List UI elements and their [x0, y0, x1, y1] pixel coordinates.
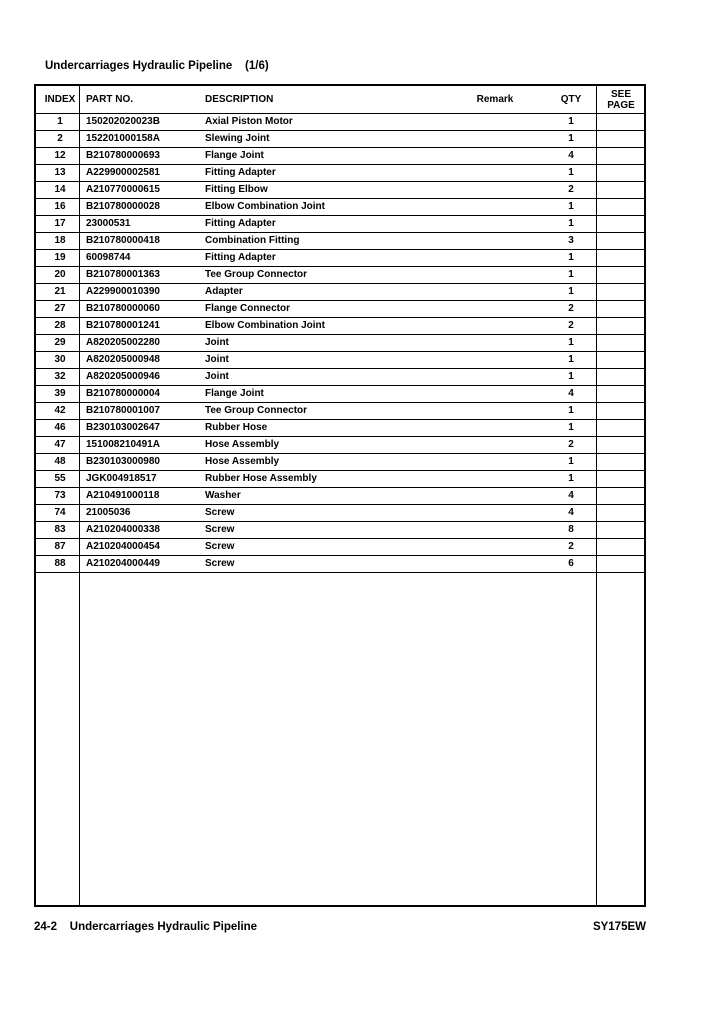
table-row: [36, 419, 644, 437]
row-part-no: A210204000454: [86, 541, 160, 552]
row-qty: 2: [568, 439, 574, 450]
row-qty: 1: [568, 456, 574, 467]
row-remark: [466, 470, 524, 487]
table-row: [36, 334, 644, 352]
table-row: [36, 453, 644, 471]
row-see-page: [598, 130, 644, 147]
row-part-no: 150202020023B: [86, 116, 160, 127]
header-remark: Remark: [476, 94, 514, 105]
row-qty: 1: [568, 337, 574, 348]
row-index: 2: [57, 133, 63, 144]
row-qty: 1: [568, 354, 574, 365]
row-part-no: B210780001007: [86, 405, 160, 416]
row-index: 83: [54, 524, 66, 535]
table-row: [36, 300, 644, 318]
row-qty: 8: [568, 524, 574, 535]
header-description: DESCRIPTION: [205, 94, 274, 105]
table-row: [36, 232, 644, 250]
table-row: [36, 504, 644, 522]
table-row: [36, 164, 644, 182]
row-description: Screw: [205, 507, 235, 518]
row-index: 42: [54, 405, 66, 416]
row-description: Joint: [205, 371, 229, 382]
row-index: 18: [54, 235, 66, 246]
row-see-page: [598, 266, 644, 283]
row-index: 29: [54, 337, 66, 348]
row-description: Slewing Joint: [205, 133, 270, 144]
row-qty: 1: [568, 218, 574, 229]
row-qty: 4: [568, 388, 574, 399]
row-remark: [466, 368, 524, 385]
row-part-no: 152201000158A: [86, 133, 160, 144]
row-part-no: 23000531: [86, 218, 131, 229]
table-header: [36, 86, 644, 114]
table-row: [36, 147, 644, 165]
row-see-page: [598, 215, 644, 232]
row-index: 13: [54, 167, 66, 178]
row-description: Adapter: [205, 286, 243, 297]
row-see-page: [598, 351, 644, 368]
row-qty: 1: [568, 167, 574, 178]
row-part-no: A229900002581: [86, 167, 160, 178]
table-row: [36, 113, 644, 131]
row-see-page: [598, 470, 644, 487]
row-index: 32: [54, 371, 66, 382]
row-part-no: A820205000948: [86, 354, 160, 365]
row-remark: [466, 249, 524, 266]
row-description: Elbow Combination Joint: [205, 201, 325, 212]
row-part-no: B210780000060: [86, 303, 160, 314]
row-part-no: B230103002647: [86, 422, 160, 433]
row-description: Tee Group Connector: [205, 269, 308, 280]
row-description: Rubber Hose: [205, 422, 268, 433]
table-row: [36, 436, 644, 454]
row-qty: 4: [568, 507, 574, 518]
row-description: Fitting Adapter: [205, 252, 276, 263]
row-see-page: [598, 317, 644, 334]
row-description: Joint: [205, 354, 229, 365]
table-row: [36, 249, 644, 267]
row-see-page: [598, 436, 644, 453]
row-part-no: B210780000418: [86, 235, 160, 246]
row-part-no: B230103000980: [86, 456, 160, 467]
table-row: [36, 130, 644, 148]
row-remark: [466, 181, 524, 198]
row-part-no: A210204000449: [86, 558, 160, 569]
row-see-page: [598, 232, 644, 249]
table-row: [36, 198, 644, 216]
row-qty: 1: [568, 252, 574, 263]
row-description: Elbow Combination Joint: [205, 320, 325, 331]
column-divider: [596, 86, 597, 905]
table-row: [36, 368, 644, 386]
row-see-page: [598, 402, 644, 419]
row-description: Joint: [205, 337, 229, 348]
header-see-page: SEE PAGE: [607, 88, 635, 111]
row-description: Fitting Adapter: [205, 218, 276, 229]
row-see-page: [598, 521, 644, 538]
row-see-page: [598, 300, 644, 317]
row-description: Rubber Hose Assembly: [205, 473, 317, 484]
row-remark: [466, 385, 524, 402]
row-index: 17: [54, 218, 66, 229]
row-index: 73: [54, 490, 66, 501]
row-qty: 2: [568, 184, 574, 195]
row-remark: [466, 334, 524, 351]
row-remark: [466, 504, 524, 521]
page-title: Undercarriages Hydraulic Pipeline (1/6): [45, 60, 269, 72]
row-qty: 1: [568, 201, 574, 212]
row-description: Tee Group Connector: [205, 405, 308, 416]
row-remark: [466, 555, 524, 572]
row-part-no: 21005036: [86, 507, 131, 518]
row-description: Flange Connector: [205, 303, 291, 314]
row-description: Screw: [205, 558, 235, 569]
row-index: 87: [54, 541, 66, 552]
row-remark: [466, 147, 524, 164]
table-row: [36, 538, 644, 556]
row-index: 1: [57, 116, 63, 127]
table-row: [36, 402, 644, 420]
row-qty: 1: [568, 473, 574, 484]
table-row: [36, 317, 644, 335]
row-description: Hose Assembly: [205, 456, 280, 467]
row-part-no: A820205002280: [86, 337, 160, 348]
row-part-no: A820205000946: [86, 371, 160, 382]
row-index: 21: [54, 286, 66, 297]
row-qty: 2: [568, 303, 574, 314]
table-row: [36, 470, 644, 488]
table-row: [36, 351, 644, 369]
row-description: Combination Fitting: [205, 235, 300, 246]
row-remark: [466, 538, 524, 555]
row-index: 12: [54, 150, 66, 161]
row-qty: 1: [568, 133, 574, 144]
row-index: 28: [54, 320, 66, 331]
row-remark: [466, 402, 524, 419]
parts-table: [34, 84, 646, 907]
row-index: 16: [54, 201, 66, 212]
row-remark: [466, 266, 524, 283]
row-part-no: 151008210491A: [86, 439, 160, 450]
row-qty: 4: [568, 150, 574, 161]
table-row: [36, 521, 644, 539]
row-see-page: [598, 538, 644, 555]
row-part-no: B210780000028: [86, 201, 160, 212]
row-see-page: [598, 419, 644, 436]
row-remark: [466, 351, 524, 368]
row-qty: 1: [568, 422, 574, 433]
row-index: 14: [54, 184, 66, 195]
row-see-page: [598, 147, 644, 164]
row-remark: [466, 317, 524, 334]
row-remark: [466, 198, 524, 215]
row-see-page: [598, 113, 644, 130]
footer-page-ref: 24-2 Undercarriages Hydraulic Pipeline: [34, 921, 258, 933]
column-divider: [79, 86, 80, 905]
header-index: INDEX: [44, 94, 76, 105]
row-index: 27: [54, 303, 66, 314]
row-part-no: B210780000004: [86, 388, 160, 399]
row-see-page: [598, 385, 644, 402]
row-remark: [466, 130, 524, 147]
row-index: 47: [54, 439, 66, 450]
row-remark: [466, 113, 524, 130]
table-row: [36, 215, 644, 233]
table-row: [36, 385, 644, 403]
row-remark: [466, 283, 524, 300]
row-see-page: [598, 368, 644, 385]
row-part-no: B210780001241: [86, 320, 160, 331]
row-see-page: [598, 453, 644, 470]
row-qty: 1: [568, 269, 574, 280]
row-remark: [466, 215, 524, 232]
row-qty: 3: [568, 235, 574, 246]
row-see-page: [598, 164, 644, 181]
row-see-page: [598, 249, 644, 266]
row-see-page: [598, 283, 644, 300]
row-remark: [466, 521, 524, 538]
row-description: Hose Assembly: [205, 439, 280, 450]
row-see-page: [598, 334, 644, 351]
row-index: 39: [54, 388, 66, 399]
row-qty: 2: [568, 541, 574, 552]
row-qty: 2: [568, 320, 574, 331]
row-description: Flange Joint: [205, 388, 264, 399]
table-row: [36, 487, 644, 505]
table-row: [36, 555, 644, 573]
row-part-no: A229900010390: [86, 286, 160, 297]
row-description: Screw: [205, 541, 235, 552]
row-part-no: 60098744: [86, 252, 131, 263]
row-qty: 6: [568, 558, 574, 569]
header-part-no: PART NO.: [86, 94, 134, 105]
row-description: Screw: [205, 524, 235, 535]
row-qty: 1: [568, 116, 574, 127]
row-qty: 1: [568, 286, 574, 297]
row-part-no: JGK004918517: [86, 473, 157, 484]
table-row: [36, 266, 644, 284]
row-see-page: [598, 198, 644, 215]
row-description: Axial Piston Motor: [205, 116, 293, 127]
row-index: 30: [54, 354, 66, 365]
row-index: 48: [54, 456, 66, 467]
row-part-no: A210204000338: [86, 524, 160, 535]
row-remark: [466, 232, 524, 249]
row-remark: [466, 300, 524, 317]
row-index: 46: [54, 422, 66, 433]
table-row: [36, 283, 644, 301]
header-qty: QTY: [560, 94, 582, 105]
row-see-page: [598, 555, 644, 572]
row-description: Fitting Elbow: [205, 184, 268, 195]
row-part-no: B210780001363: [86, 269, 160, 280]
footer-model: SY175EW: [592, 921, 646, 933]
row-part-no: B210780000693: [86, 150, 160, 161]
row-see-page: [598, 181, 644, 198]
row-index: 88: [54, 558, 66, 569]
row-remark: [466, 164, 524, 181]
table-row: [36, 181, 644, 199]
row-remark: [466, 436, 524, 453]
row-qty: 1: [568, 371, 574, 382]
row-part-no: A210491000118: [86, 490, 160, 501]
row-see-page: [598, 487, 644, 504]
row-remark: [466, 419, 524, 436]
row-qty: 4: [568, 490, 574, 501]
row-index: 19: [54, 252, 66, 263]
row-index: 74: [54, 507, 66, 518]
row-index: 55: [54, 473, 66, 484]
row-see-page: [598, 504, 644, 521]
row-part-no: A210770000615: [86, 184, 160, 195]
row-index: 20: [54, 269, 66, 280]
row-description: Fitting Adapter: [205, 167, 276, 178]
row-description: Washer: [205, 490, 241, 501]
row-qty: 1: [568, 405, 574, 416]
row-remark: [466, 453, 524, 470]
row-description: Flange Joint: [205, 150, 264, 161]
row-remark: [466, 487, 524, 504]
